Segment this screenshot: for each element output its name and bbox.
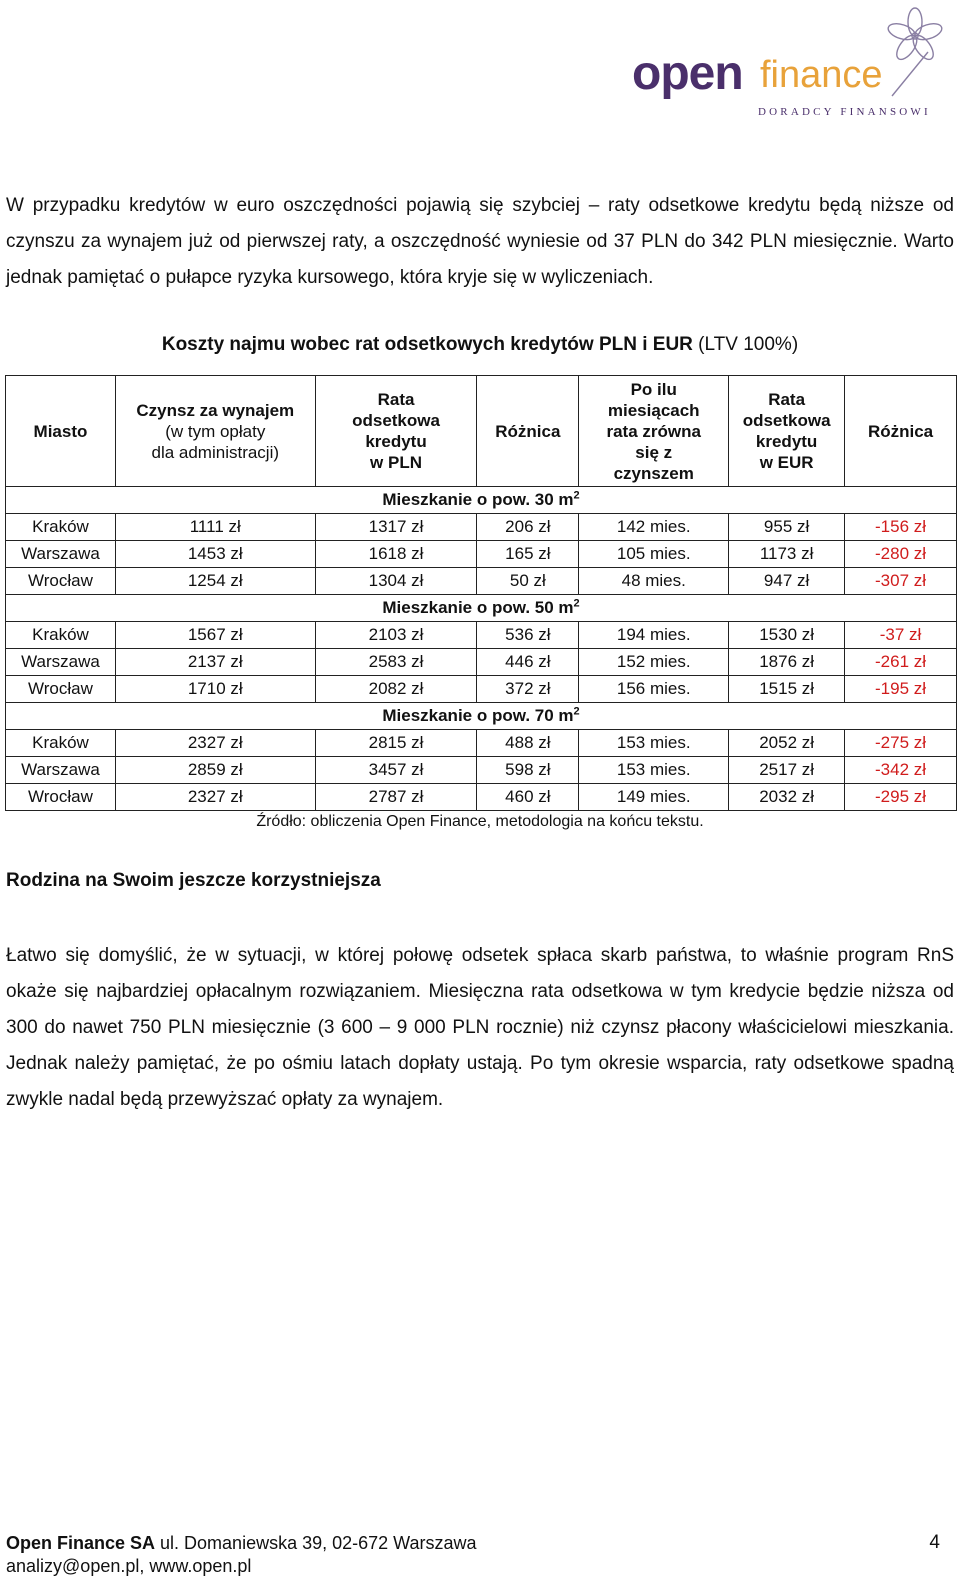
table-cell: 149 mies.	[579, 784, 729, 811]
footer-address-line	[6, 1532, 477, 1555]
section-label-text: Mieszkanie o pow. 30 m	[382, 490, 574, 509]
table-cell: -195 zł	[845, 676, 957, 703]
table-cell: -307 zł	[845, 568, 957, 595]
header-rate-eur-line: Rata	[768, 390, 806, 409]
table-cell: 50 zł	[477, 568, 579, 595]
header-rate-pln-line: w PLN	[370, 453, 422, 472]
header-months	[579, 376, 729, 487]
header-rate-eur	[729, 376, 845, 487]
section-label	[6, 595, 957, 622]
table-cell: 153 mies.	[579, 757, 729, 784]
table-cell: -261 zł	[845, 649, 957, 676]
table-cell: 2137 zł	[115, 649, 315, 676]
table-cell: 2327 zł	[115, 784, 315, 811]
table-cell: 1453 zł	[115, 541, 315, 568]
header-rate-pln-line: kredytu	[365, 432, 427, 451]
table-cell: 194 mies.	[579, 622, 729, 649]
logo-open-text: open	[632, 47, 743, 100]
table-cell: 3457 zł	[315, 757, 477, 784]
header-diff-pln: Różnica	[477, 376, 579, 487]
table-row	[6, 784, 957, 811]
table-cell: 372 zł	[477, 676, 579, 703]
footer-address: ul. Domaniewska 39, 02-672 Warszawa	[155, 1533, 477, 1553]
table-cell: 1618 zł	[315, 541, 477, 568]
table-cell: 536 zł	[477, 622, 579, 649]
table-cell: 1111 zł	[115, 514, 315, 541]
table-row	[6, 757, 957, 784]
body-paragraph: Łatwo się domyślić, że w sytuacji, w której połowę odsetek spłaca skarb państwa, to właśnie program RnS okaże się najbardziej opłacalnym rozwiązaniem. Miesięczna rata odsetkowa w tym kredycie będzie niższa od 300 do nawet 750 PLN miesięcznie (3 600 – 9 000 PLN rocznie) niż czynsz płacony właścicielowi mieszkania. Jednak należy pamiętać, że po ośmiu latach dopłaty ustają. Po tym okresie wsparcia, raty odsetkowe spadną zwykle nadal będą przewyższać opłaty za wynajem.	[6, 945, 954, 1110]
footer	[6, 1532, 477, 1578]
table-cell: 2082 zł	[315, 676, 477, 703]
table-cell: 1173 zł	[729, 541, 845, 568]
header-city: Miasto	[6, 376, 116, 487]
page-number: 4	[929, 1532, 940, 1553]
table-cell: 1515 zł	[729, 676, 845, 703]
table-cell: -280 zł	[845, 541, 957, 568]
table-cell: 105 mies.	[579, 541, 729, 568]
table-cell: 2583 zł	[315, 649, 477, 676]
table-cell: 446 zł	[477, 649, 579, 676]
table-cell: 206 zł	[477, 514, 579, 541]
table-cell: 2859 zł	[115, 757, 315, 784]
table-source-note: Źródło: obliczenia Open Finance, metodologia na końcu tekstu.	[256, 813, 704, 830]
header-rent-sub1: (w tym opłaty	[165, 421, 266, 441]
table-cell: 2103 zł	[315, 622, 477, 649]
header-rent-sub2: dla administracji)	[151, 442, 280, 462]
table-cell: Wrocław	[6, 568, 116, 595]
table-cell: 488 zł	[477, 730, 579, 757]
table-cell: Kraków	[6, 622, 116, 649]
table-cell: 1530 zł	[729, 622, 845, 649]
table-cell: -342 zł	[845, 757, 957, 784]
table-title-bold: Koszty najmu wobec rat odsetkowych kredytów PLN i EUR	[161, 334, 693, 355]
intro-paragraph: W przypadku kredytów w euro oszczędności pojawią się szybciej – raty odsetkowe kredytu będą niższe od czynszu za wynajem już od pierwszej raty, a oszczędność wyniesie od 37 PLN do 342 PLN miesięcznie. Warto jednak pamiętać o pułapce ryzyka kursowego, która kryje się w wyliczeniach.	[6, 195, 954, 288]
table-row	[6, 541, 957, 568]
table-cell: 2327 zł	[115, 730, 315, 757]
header-rate-pln-line: odsetkowa	[352, 411, 440, 430]
header-months-line: się z	[635, 442, 673, 462]
section-heading: Rodzina na Swoim jeszcze korzystniejsza	[6, 870, 381, 891]
footer-contact: analizy@open.pl, www.open.pl	[6, 1556, 252, 1576]
section-label-text: Mieszkanie o pow. 50 m	[382, 598, 574, 617]
table-cell: 1567 zł	[115, 622, 315, 649]
section-label	[6, 703, 957, 730]
table-cell: -295 zł	[845, 784, 957, 811]
table-cell: 947 zł	[729, 568, 845, 595]
table-cell: 165 zł	[477, 541, 579, 568]
table-cell: Warszawa	[6, 541, 116, 568]
header-rent	[115, 376, 315, 487]
table-row	[6, 730, 957, 757]
header-rate-pln	[315, 376, 477, 487]
table-cell: Kraków	[6, 730, 116, 757]
table-cell: Warszawa	[6, 757, 116, 784]
table-header-row	[6, 376, 957, 487]
table-cell: 142 mies.	[579, 514, 729, 541]
header-rate-eur-line: w EUR	[759, 453, 814, 472]
header-months-line: Po ilu	[630, 379, 677, 399]
table-cell: 1317 zł	[315, 514, 477, 541]
footer-company: Open Finance SA	[6, 1533, 156, 1553]
table-cell: 2787 zł	[315, 784, 477, 811]
table-cell: Warszawa	[6, 649, 116, 676]
table-cell: -156 zł	[845, 514, 957, 541]
table-cell: Wrocław	[6, 676, 116, 703]
header-diff-eur: Różnica	[845, 376, 957, 487]
table-cell: 1254 zł	[115, 568, 315, 595]
table-cell: -275 zł	[845, 730, 957, 757]
table-cell: 2815 zł	[315, 730, 477, 757]
rent-vs-loan-table	[5, 375, 957, 811]
flower-icon	[870, 4, 960, 99]
table-section-row	[6, 595, 957, 622]
table-row	[6, 649, 957, 676]
section-label	[6, 487, 957, 514]
table-cell: 153 mies.	[579, 730, 729, 757]
table-cell: Kraków	[6, 514, 116, 541]
section-label-text: Mieszkanie o pow. 70 m	[382, 706, 574, 725]
header-months-line: czynszem	[613, 463, 694, 483]
section-label-sup: 2	[573, 489, 580, 502]
table-row	[6, 622, 957, 649]
table-section-row	[6, 703, 957, 730]
header-months-line: miesiącach	[607, 400, 700, 420]
header-rate-eur-line: odsetkowa	[742, 411, 831, 430]
table-cell: 2032 zł	[729, 784, 845, 811]
table-cell: 48 mies.	[579, 568, 729, 595]
table-title	[0, 334, 960, 356]
table-title-tail: (LTV 100%)	[692, 334, 799, 355]
table-cell: 152 mies.	[579, 649, 729, 676]
table-row	[6, 514, 957, 541]
header-rent-main: Czynsz za wynajem	[136, 400, 295, 420]
header-months-line: rata zrówna	[606, 421, 701, 441]
table-cell: 1710 zł	[115, 676, 315, 703]
table-cell: 460 zł	[477, 784, 579, 811]
table-cell: 1876 zł	[729, 649, 845, 676]
table-cell: -37 zł	[845, 622, 957, 649]
logo-subtitle: DORADCY FINANSOWI	[758, 106, 931, 118]
table-row	[6, 568, 957, 595]
table-cell: 2517 zł	[729, 757, 845, 784]
section-label-sup: 2	[573, 705, 580, 718]
table-cell: Wrocław	[6, 784, 116, 811]
table-cell: 2052 zł	[729, 730, 845, 757]
table-row	[6, 676, 957, 703]
open-finance-logo	[632, 4, 960, 122]
table-cell: 955 zł	[729, 514, 845, 541]
logo-finance-text: finance	[760, 54, 883, 96]
header-rate-pln-line: Rata	[377, 390, 415, 409]
table-section-row	[6, 487, 957, 514]
table-cell: 1304 zł	[315, 568, 477, 595]
header-rate-eur-line: kredytu	[755, 432, 818, 451]
section-label-sup: 2	[573, 597, 580, 610]
table-cell: 598 zł	[477, 757, 579, 784]
table-cell: 156 mies.	[579, 676, 729, 703]
